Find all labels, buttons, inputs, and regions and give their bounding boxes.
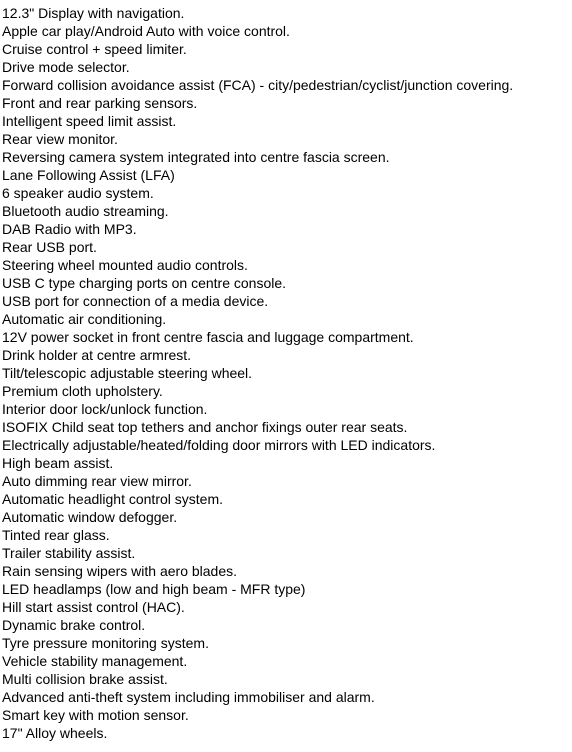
feature-item: 12V power socket in front centre fascia and luggage compartment.: [2, 329, 414, 345]
feature-item: Automatic headlight control system.: [2, 491, 223, 507]
feature-item: Trailer stability assist.: [2, 545, 136, 561]
feature-item: Vehicle stability management.: [2, 653, 188, 669]
feature-item: Premium cloth upholstery.: [2, 383, 163, 399]
feature-item: Automatic window defogger.: [2, 509, 178, 525]
feature-item: Front and rear parking sensors.: [2, 95, 198, 111]
feature-item: DAB Radio with MP3.: [2, 221, 137, 237]
feature-item: Tyre pressure monitoring system.: [2, 635, 209, 651]
feature-item: 6 speaker audio system.: [2, 185, 154, 201]
feature-item: Steering wheel mounted audio controls.: [2, 257, 248, 273]
feature-item: Drive mode selector.: [2, 59, 130, 75]
feature-item: Rain sensing wipers with aero blades.: [2, 563, 238, 579]
feature-item: Tinted rear glass.: [2, 527, 110, 543]
feature-item: Cruise control + speed limiter.: [2, 41, 187, 57]
feature-item: ISOFIX Child seat top tethers and anchor fixings outer rear seats.: [2, 419, 408, 435]
feature-item: Bluetooth audio streaming.: [2, 203, 169, 219]
feature-item: Rear view monitor.: [2, 131, 118, 147]
feature-item: Electrically adjustable/heated/folding door mirrors with LED indicators.: [2, 437, 436, 453]
feature-item: Smart key with motion sensor.: [2, 707, 189, 723]
feature-item: Automatic air conditioning.: [2, 311, 167, 327]
feature-item: Tilt/telescopic adjustable steering wheel.: [2, 365, 253, 381]
feature-item: Reversing camera system integrated into centre fascia screen.: [2, 149, 390, 165]
feature-item: USB C type charging ports on centre console.: [2, 275, 287, 291]
feature-item: Interior door lock/unlock function.: [2, 401, 208, 417]
feature-item: Multi collision brake assist.: [2, 671, 168, 687]
feature-item: USB port for connection of a media device.: [2, 293, 269, 309]
feature-item: Rear USB port.: [2, 239, 97, 255]
feature-item: LED headlamps (low and high beam - MFR type): [2, 581, 306, 597]
feature-item: Auto dimming rear view mirror.: [2, 473, 192, 489]
feature-item: Lane Following Assist (LFA): [2, 167, 175, 183]
feature-item: Advanced anti-theft system including immobiliser and alarm.: [2, 689, 375, 705]
feature-item: High beam assist.: [2, 455, 114, 471]
feature-item: Drink holder at centre armrest.: [2, 347, 192, 363]
feature-item: Hill start assist control (HAC).: [2, 599, 185, 615]
feature-item: Intelligent speed limit assist.: [2, 113, 177, 129]
feature-item: Dynamic brake control.: [2, 617, 146, 633]
feature-item: Apple car play/Android Auto with voice control.: [2, 23, 290, 39]
feature-item: 17" Alloy wheels.: [2, 725, 108, 741]
feature-item: 12.3" Display with navigation.: [2, 5, 185, 21]
feature-item: Forward collision avoidance assist (FCA) - city/pedestrian/cyclist/junction covering.: [2, 77, 514, 93]
